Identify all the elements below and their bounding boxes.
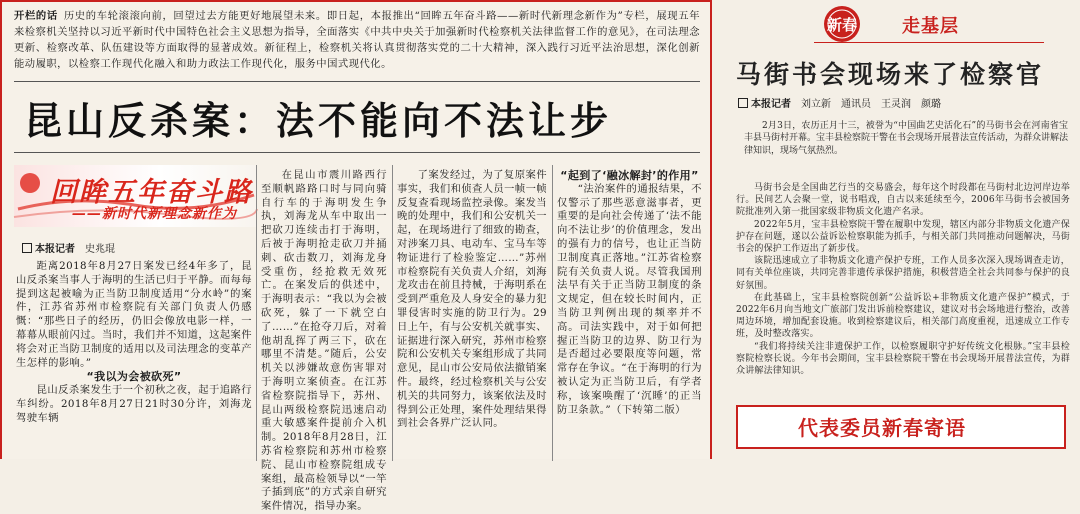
side-article-body	[736, 182, 1070, 377]
editor-note-label: 开栏的话	[14, 10, 58, 22]
byline-label: 本报记者	[35, 244, 75, 255]
square-icon	[22, 243, 32, 253]
byline	[22, 240, 115, 255]
side-headline: 马街书会现场来了检察官	[736, 60, 1045, 89]
byline-name: 史兆琨	[85, 244, 115, 255]
paragraph: 2022年5月，宝丰县检察院干警在履职中发现，辖区内部分非物质文化遗产保护存在问题，遂以公益诉讼检察职能为抓手，与相关部门共同推动问题解决，马街书会的保护工作迈出了新步伐。	[736, 219, 1070, 255]
column-divider	[552, 165, 553, 461]
subheading: “我以为会被砍死”	[86, 370, 182, 384]
banner-subtitle: ——新时代新理念新作为	[72, 206, 237, 222]
paragraph: 昆山反杀案发生于一个初秋之夜，起于追路行车纠纷。2018年8月27日21时30分许，刘海龙驾驶车辆	[16, 384, 252, 424]
column-banner	[14, 165, 257, 227]
side-byline	[738, 95, 941, 110]
editor-note-text: 历史的车轮滚滚向前，回望过去方能更好地展望未来。即日起，本报推出“回眸五年奋斗路——新时代新理念新作为”专栏，展现五年来检察机关坚持以习近平新时代中国特色社会主义思想为指导，全面落实《中共中央关于加强新时代检察机关法律监督工作的意见》，在司法理念更新、检察改革、队伍建设等方面取得的显著成效。新征程上，检察机关将认真贯彻落实党的二十大精神，深入践行习近平法治思想，深化创新能动履职，以检察工作现代化融入和助力政法工作现代化，服务中国式现代化。	[14, 10, 701, 70]
byline-label: 本报记者	[751, 99, 791, 110]
promo-title: 代表委员新春寄语	[798, 416, 966, 440]
headline: 昆山反杀案：法不能向不法让步	[24, 99, 613, 143]
paragraph: 马街书会是全国曲艺行当的交易盛会，每年这个时段都在马街村北边河岸边举行。民间艺人会聚一堂，说书唱戏，自古以来延续至今，2006年马街书会被国务院批准列入第一批国家级非物质文化遗产名录。	[736, 183, 1070, 218]
divider	[814, 42, 1044, 43]
promo-banner	[736, 405, 1066, 449]
side-article	[722, 0, 1080, 459]
article-column-3	[397, 169, 547, 461]
svg-text:新春: 新春	[826, 16, 858, 34]
seal-icon	[822, 4, 862, 44]
banner-title: 回眸五年奋斗路	[50, 177, 253, 208]
photo-caption: 2月3日，农历正月十三，被誉为“中国曲艺史活化石”的马街书会在河南省宝丰县马街村开幕。宝丰县检察院干警在书会现场开展普法宣传活动，为群众讲解法律知识，现场气氛热烈。	[744, 121, 1069, 156]
column-name: 走基层	[902, 16, 959, 37]
paragraph: 距离2018年8月27日案发已经4年多了，昆山反杀案当事人于海明的生活已归于平静。而每每提到这起被喻为正当防卫制度适用“分水岭”的案件，江苏省苏州市检察院有关部门负责人仍感慨：“那些日子的经历，仍旧会像放电影一样，一幕幕从眼前闪过。当时，我们并不知道，这起案件将会对正当防卫制度的适用以及司法理念的变革产生怎样的影响。”	[16, 260, 252, 369]
paragraph: “我们将持续关注非遗保护工作，以检察履职守护好传统文化根脉。”宝丰县检察院检察长说。今年书会期间，宝丰县检察院干警在书会现场开展普法宣传，为群众讲解法律知识。	[736, 341, 1070, 377]
column-divider	[392, 165, 393, 461]
paragraph: 了案发经过，为了复原案件事实，我们和侦查人员一帧一帧反复查看现场监控录像。案发当晚的处理中，我们和公安机关一起，在现场进行了细致的勘查，对涉案刀具、电动车、宝马车等物证进行了检验鉴定……”苏州市检察院有关负责人介绍，刘海龙攻击在前且持械，于海明系在受到严重危及人身安全的暴力犯罪侵害时实施的防卫行为。29日上午，有与公安机关就事实、证据进行深入研究，苏州市检察院和公安机关专案组形成了共同意见，昆山市公安局依法撤销案件。最终，经过检察机关与公安机关的共同努力，该案依法及时得到公正处理，案件处理结果得到社会各界广泛认同。	[397, 169, 547, 430]
article-column-4	[557, 169, 702, 461]
subheading: “起到了‘融冰解封’的作用”	[560, 169, 699, 182]
divider	[14, 81, 700, 82]
square-icon	[738, 98, 748, 108]
column-divider	[256, 165, 257, 461]
paragraph: 在此基础上，宝丰县检察院创新“公益诉讼+非物质文化遗产保护”模式，于2022年6月向当地文广旅部门发出诉前检察建议，建议对书会场地进行整治，改善周边环境，增加配套设施。收到检察建议后，相关部门高度重视，迅速成立工作专班，及时整改落实。	[736, 292, 1070, 340]
editor-note	[14, 8, 700, 72]
article-column-2	[261, 169, 387, 513]
article-column-1	[16, 260, 252, 461]
paragraph: 该院迅速成立了非物质文化遗产保护专班，工作人员多次深入现场调查走访，同有关单位座谈，共同完善非遗传承保护措施，积极营造全社会共同参与保护的良好氛围。	[736, 256, 1070, 291]
paragraph: “法治案件的通报结果，不仅警示了那些恶意滋事者，更重要的是向社会传递了‘法不能向不法让步’的价值理念，发出的强有力的信号，也让正当防卫制度真正落地。”江苏省检察院有关负责人说。尽管我国刑法早有关于正当防卫制度的条文规定，但在较长时间内，正当防卫判例出现的频率并不高。司法实践中，对于如何把握正当防卫的边界、防卫行为是否超过必要限度等问题，常常存在争议。“在于海明的行为被认定为正当防卫后，有学者称，该案唤醒了‘沉睡’的正当防卫条款。”（下转第二版）	[557, 182, 702, 416]
paragraph: 在昆山市震川路西行至顺帆路路口时与同向骑自行车的于海明发生争执，刘海龙从车中取出一把砍刀连续击打于海明，后被于海明抢走砍刀并捅刺、砍击数刀，刘海龙身受重伤，经抢救无效死亡。在案发后的供述中，于海明表示：“我以为会被砍死，躲了一下就空白了……”在抢夺刀后，对着他胡乱挥了两三下，砍在哪里不清楚。”随后，公安机关以涉嫌故意伤害罪对于海明立案侦查。在江苏省检察院指导下，苏州、昆山两级检察院迅速启动重大敏感案件提前介入机制。2018年8月28日，江苏省检察院和苏州市检察院、昆山市检察院组成专案组，最高检领导以“一竿子插到底”的方式亲自研究案件情况，指导办案。	[261, 169, 387, 513]
divider	[14, 152, 700, 153]
byline-names: 刘立新 通讯员 王灵润 颜璐	[801, 99, 941, 110]
